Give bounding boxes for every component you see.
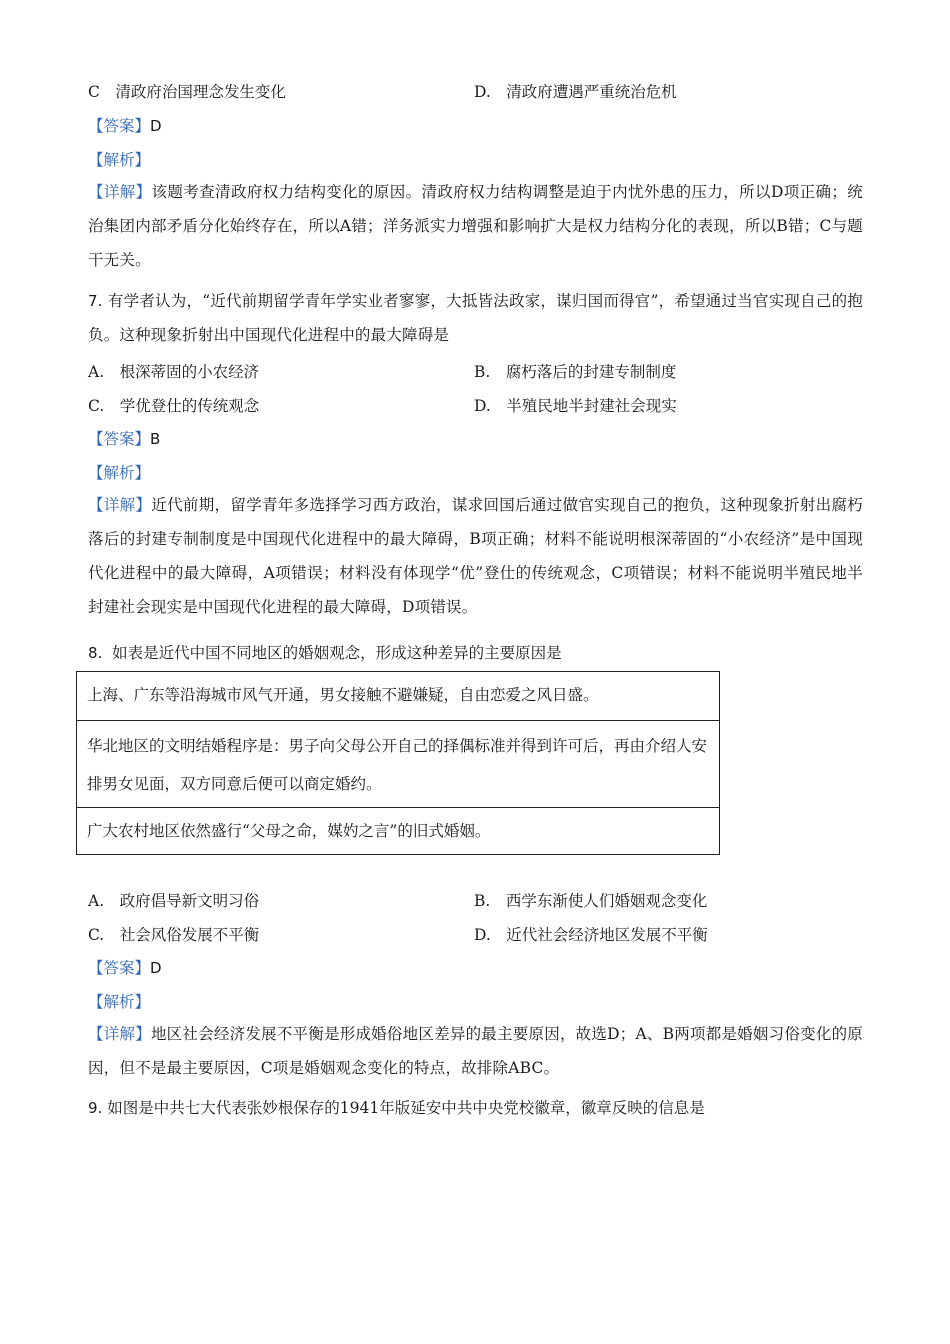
q6-option-d: D. 清政府遭遇严重统治危机: [474, 83, 677, 101]
question-number: 9.: [88, 1099, 103, 1117]
q7-answer: [88, 427, 160, 449]
question-text: 有学者认为，“近代前期留学青年学实业者寥寥，大抵皆法政家，谋归国而得官”，希望通过当官实现自己的抱负。这种现象折射出中国现代化进程中的最大障碍是: [88, 292, 863, 344]
detail-label: 【详解】: [88, 183, 152, 201]
detail-text: 地区社会经济发展不平衡是形成婚俗地区差异的最主要原因，故选D；A、B两项都是婚姻习俗变化的原因，但不是最主要原因，C项是婚姻观念变化的特点，故排除ABC。: [88, 1025, 863, 1077]
q9-stem: [88, 1096, 705, 1118]
table-row: [77, 721, 720, 808]
q7-stem: [88, 284, 863, 352]
question-number: 7.: [88, 292, 103, 310]
analysis-label: 【解析】: [88, 151, 151, 169]
table-row: [77, 808, 720, 855]
analysis-label: 【解析】: [88, 464, 151, 482]
answer-value: B: [150, 430, 161, 448]
q7-option-a: A. 根深蒂固的小农经济: [88, 363, 260, 381]
q8-stem: [88, 641, 562, 663]
table-row: [77, 672, 720, 721]
table-cell: 上海、广东等沿海城市风气开通，男女接触不避嫌疑，自由恋爱之风日盛。: [77, 672, 720, 721]
q8-analysis-label: [88, 990, 150, 1012]
q7-option-c: C. 学优登仕的传统观念: [88, 397, 260, 415]
q6-detail: [88, 175, 863, 277]
answer-value: D: [150, 959, 162, 977]
analysis-label: 【解析】: [88, 993, 151, 1011]
q8-option-c: C. 社会风俗发展不平衡: [88, 926, 260, 944]
q8-answer: [88, 956, 162, 978]
q6-answer: [88, 114, 162, 136]
marriage-customs-table: [76, 671, 720, 855]
answer-value: D: [150, 117, 162, 135]
detail-text: 该题考查清政府权力结构变化的原因。清政府权力结构调整是迫于内忧外患的压力，所以D项正确；统治集团内部矛盾分化始终存在，所以A错；洋务派实力增强和影响扩大是权力结构分化的表现，所以B错；C与题干无关。: [88, 183, 863, 269]
q8-option-a: A. 政府倡导新文明习俗: [88, 892, 260, 910]
q6-option-c: C 清政府治国理念发生变化: [88, 83, 286, 101]
q7-option-d: D. 半殖民地半封建社会现实: [474, 397, 677, 415]
question-text: 如图是中共七大代表张妙根保存的1941年版延安中共中央党校徽章，徽章反映的信息是: [107, 1099, 705, 1117]
detail-text: 近代前期，留学青年多选择学习西方政治，谋求回国后通过做官实现自己的抱负，这种现象折射出腐朽落后的封建专制制度是中国现代化进程中的最大障碍，B项正确；材料不能说明根深蒂固的“小农经济”是中国现代化进程中的最大障碍，A项错误；材料没有体现学“优”登仕的传统观念，C项错误；材料不能说明半殖民地半封建社会现实是中国现代化进程的最大障碍，D项错误。: [88, 496, 863, 616]
q7-option-b: B. 腐朽落后的封建专制制度: [474, 363, 677, 381]
question-number: 8.: [88, 644, 103, 662]
detail-label: 【详解】: [88, 496, 152, 514]
q8-detail: [88, 1017, 863, 1085]
answer-label: 【答案】: [88, 430, 151, 448]
question-text: 如表是近代中国不同地区的婚姻观念，形成这种差异的主要原因是: [112, 644, 562, 662]
answer-label: 【答案】: [88, 959, 151, 977]
table-cell: 广大农村地区依然盛行“父母之命，媒妁之言”的旧式婚姻。: [77, 808, 720, 855]
q8-option-d: D. 近代社会经济地区发展不平衡: [474, 926, 708, 944]
q8-option-b: B. 西学东渐使人们婚姻观念变化: [474, 892, 708, 910]
q7-analysis-label: [88, 461, 150, 483]
q6-analysis-label: [88, 148, 150, 170]
table-cell: 华北地区的文明结婚程序是：男子向父母公开自己的择偶标准并得到许可后，再由介绍人安排男女见面，双方同意后便可以商定婚约。: [77, 721, 720, 808]
q7-detail: [88, 488, 863, 624]
detail-label: 【详解】: [88, 1025, 151, 1043]
answer-label: 【答案】: [88, 117, 151, 135]
